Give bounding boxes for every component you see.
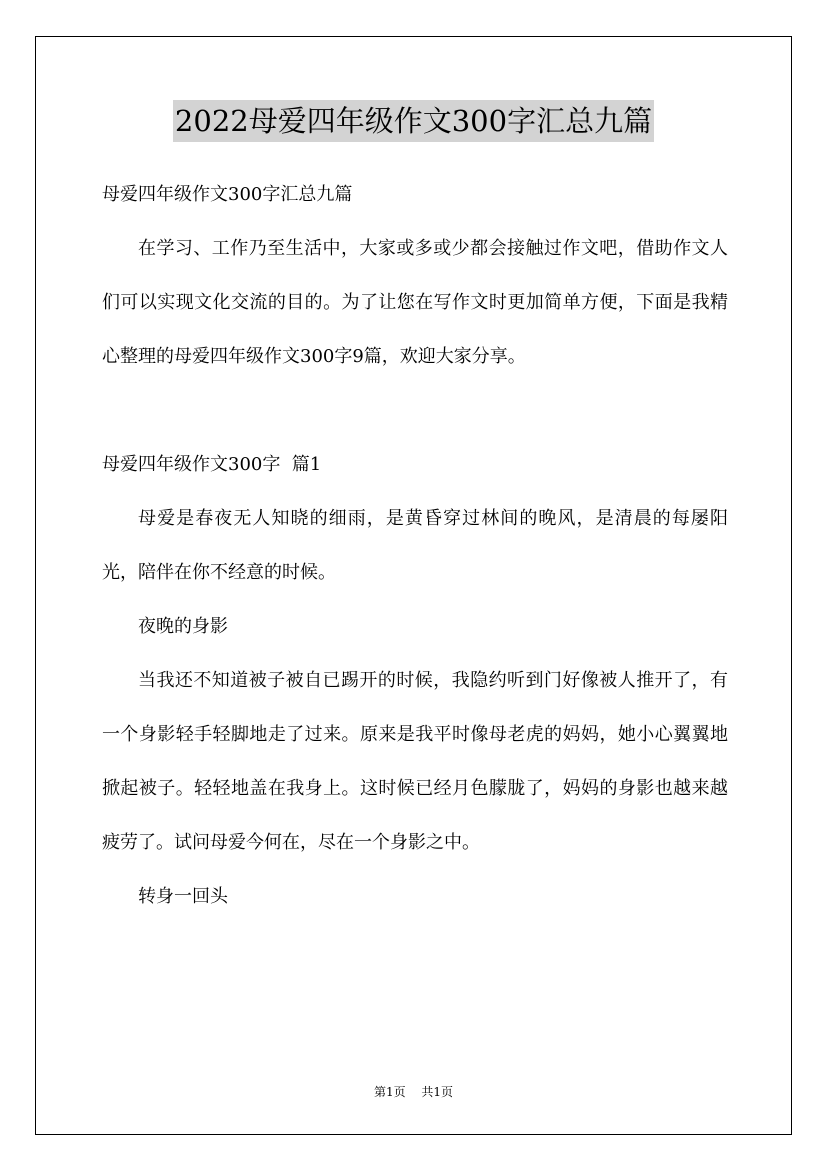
section-paragraph-1: 母爱是春夜无人知晓的细雨，是黄昏穿过林间的晚风，是清晨的每屡阳光，陪伴在你不经意的时候。 (102, 508, 728, 583)
page-footer (0, 1083, 827, 1101)
intro-paragraph: 在学习、工作乃至生活中，大家或多或少都会接触过作文吧，借助作文人们可以实现文化交流的目的。为了让您在写作文时更加简单方便，下面是我精心整理的母爱四年级作文300字9篇，欢迎大家分享。 (102, 238, 728, 367)
document-body (102, 168, 728, 924)
section-subheading-1: 夜晚的身影 (138, 616, 228, 637)
page-number-current: 第1页 (373, 1085, 406, 1099)
document-subtitle: 母爱四年级作文300字汇总九篇 (102, 184, 353, 205)
document-title: 2022母爱四年级作文300字汇总九篇 (173, 100, 654, 142)
page-number-total: 共1页 (421, 1085, 454, 1099)
section-subheading-2: 转身一回头 (138, 886, 228, 907)
paragraph-spacer (102, 384, 728, 438)
section-paragraph-2: 当我还不知道被子被自已踢开的时候，我隐约听到门好像被人推开了，有一个身影轻手轻脚地走了过来。原来是我平时像母老虎的妈妈，她小心翼翼地掀起被子。轻轻地盖在我身上。这时候已经月色朦胧了，妈妈的身影也越来越疲劳了。试问母爱今何在，尽在一个身影之中。 (102, 670, 728, 853)
title-container (0, 100, 827, 142)
section-heading: 母爱四年级作文300字 篇1 (102, 454, 322, 475)
